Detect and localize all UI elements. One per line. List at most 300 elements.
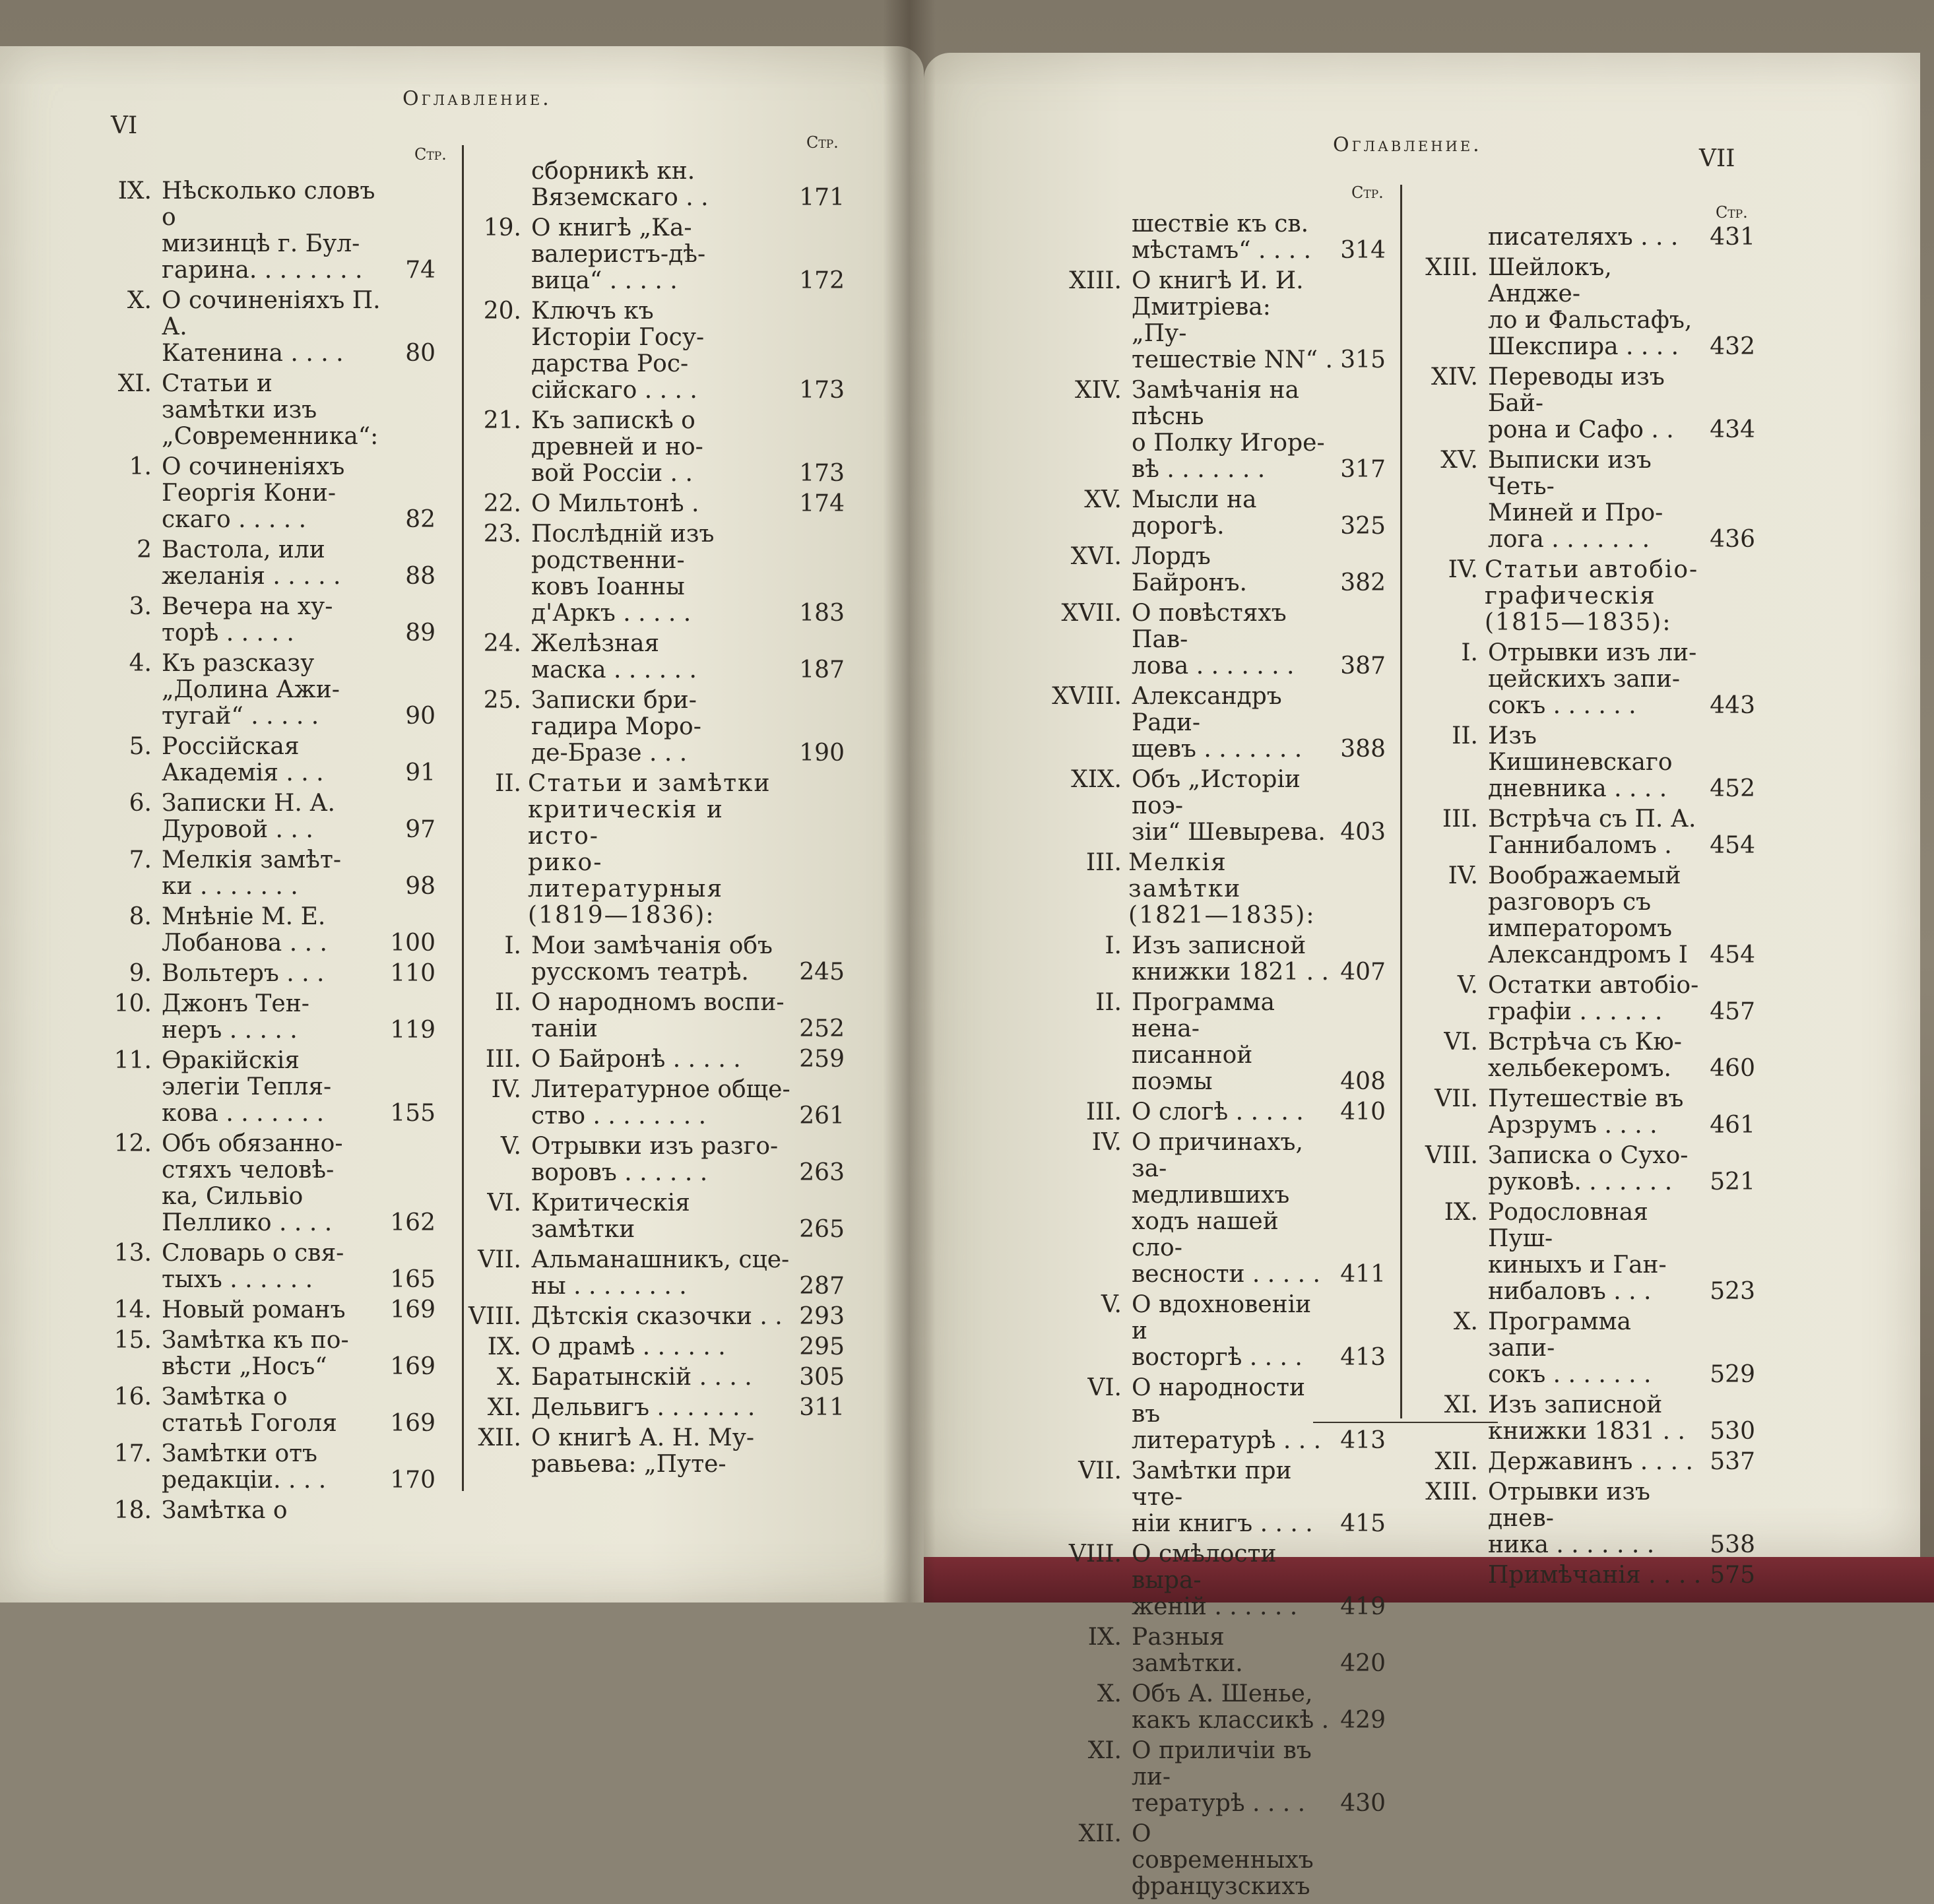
toc-entry-page: 305: [799, 1364, 845, 1391]
toc-entry-title: Выписки изъ Четь- Миней и Про- лога . . . . . . .: [1488, 447, 1663, 553]
toc-entry-title: О современныхъ французскихъ: [1132, 1820, 1314, 1900]
toc-entry-title: Объ обязанно- стяхъ человѣ- ка, Сильвіо Пеллико . . . .: [162, 1130, 343, 1236]
toc-entry: [1405, 723, 1755, 802]
left-col1: [40, 178, 435, 1528]
left-col2: [449, 158, 845, 1482]
toc-entry: [1016, 600, 1386, 680]
toc-entry-title: Переводы изъ Бай- рона и Сафо . .: [1488, 364, 1674, 443]
toc-entry-page: 245: [799, 959, 845, 986]
toc-entry-page: 521: [1710, 1168, 1755, 1195]
toc-entry: [40, 790, 435, 843]
toc-entry-page: 431: [1710, 224, 1755, 251]
toc-entry-page: 530: [1710, 1418, 1755, 1445]
toc-entry-page: 162: [390, 1209, 435, 1236]
toc-entry: [40, 1327, 435, 1380]
toc-entry-title: Мелкія замѣтки (1821—1835):: [1128, 849, 1316, 929]
toc-entry-page: 91: [405, 759, 435, 786]
toc-entry: [1405, 1479, 1755, 1558]
toc-entry-number: IV.: [1448, 862, 1478, 889]
toc-entry: [1016, 1541, 1386, 1620]
toc-entry-title: Къ разсказу „Долина Ажи- тугай“ . . . . .: [162, 650, 340, 730]
toc-entry: [449, 1425, 845, 1478]
toc-entry-number: X.: [1097, 1680, 1122, 1707]
toc-entry: [1405, 1392, 1755, 1445]
toc-entry-number: XII.: [1434, 1448, 1478, 1475]
toc-entry-title: Вольтеръ . . .: [162, 960, 325, 987]
toc-entry-title: Альманашникъ, сце- ны . . . . . . . .: [531, 1246, 790, 1300]
toc-entry-title: Ѳракійскія элегіи Тепля- кова . . . . . . .: [162, 1047, 332, 1127]
toc-entry-number: III.: [1085, 849, 1122, 876]
toc-entry-title: Россійская Академія . . .: [162, 733, 324, 786]
toc-entry: [40, 904, 435, 957]
toc-entry-page: 387: [1340, 652, 1386, 680]
toc-entry-page: 171: [799, 184, 845, 211]
toc-entry: [1016, 850, 1386, 929]
toc-entry: [1405, 1562, 1755, 1589]
toc-entry-number: X.: [127, 287, 152, 314]
toc-entry-page: 80: [405, 340, 435, 367]
toc-entry: [449, 1190, 845, 1243]
toc-entry-title: Изъ записной книжки 1831 . .: [1488, 1391, 1685, 1445]
toc-entry: [40, 1498, 435, 1524]
toc-entry: [1016, 990, 1386, 1095]
toc-entry-page: 265: [799, 1216, 845, 1243]
toc-entry-title: Баратынскій . . . .: [531, 1364, 752, 1391]
toc-entry-page: 82: [405, 506, 435, 533]
toc-entry: [1405, 863, 1755, 968]
toc-entry-page: 537: [1710, 1448, 1755, 1475]
toc-entry-number: XI.: [1444, 1391, 1478, 1418]
toc-entry: [1016, 1458, 1386, 1537]
toc-entry-page: 295: [799, 1333, 845, 1360]
toc-entry: [1016, 1099, 1386, 1126]
right-running-head: Оглавление.: [1333, 133, 1482, 156]
toc-entry-number: XVI.: [1070, 543, 1122, 570]
toc-entry-number: XV.: [1440, 447, 1478, 474]
toc-entry-number: 20.: [483, 298, 521, 325]
toc-entry-number: 13.: [113, 1240, 152, 1267]
toc-entry-page: 436: [1710, 526, 1755, 553]
toc-entry: [1405, 224, 1755, 251]
toc-entry-number: 15.: [113, 1327, 152, 1354]
toc-entry-number: 4.: [129, 650, 152, 677]
toc-entry-page: 155: [390, 1100, 435, 1127]
toc-entry: [1016, 211, 1386, 264]
toc-entry-title: О причинахъ, за- медлившихъ ходъ нашей сло- весности . . . . .: [1132, 1129, 1320, 1288]
toc-entry: [449, 1395, 845, 1421]
toc-entry-title: Записки Н. А. Дуровой . . .: [162, 790, 335, 843]
toc-entry-page: 407: [1340, 959, 1386, 986]
toc-entry-number: X.: [496, 1364, 521, 1391]
toc-entry-title: О приличіи въ ли- тературѣ . . . .: [1132, 1737, 1312, 1817]
toc-entry: [1016, 1821, 1386, 1900]
toc-entry-title: Дѣтскія сказочки . .: [531, 1303, 783, 1330]
toc-entry-number: VII.: [1078, 1457, 1122, 1484]
toc-entry-page: 314: [1340, 237, 1386, 264]
toc-entry: [449, 408, 845, 487]
toc-entry-number: XIII.: [1425, 1478, 1478, 1506]
toc-entry-number: 11.: [113, 1047, 152, 1074]
toc-entry: [40, 991, 435, 1044]
toc-entry: [449, 933, 845, 986]
toc-entry: [449, 990, 845, 1042]
toc-entry: [449, 771, 845, 929]
toc-entry-title: Объ „Исторіи поэ- зіи“ Шевырева.: [1132, 766, 1326, 846]
toc-entry: [449, 687, 845, 767]
toc-entry-title: Желѣзная маска . . . . . .: [531, 630, 697, 683]
toc-entry-title: Александръ Ради- щевъ . . . . . . .: [1132, 683, 1303, 763]
toc-entry-title: О драмѣ . . . . . .: [531, 1333, 726, 1360]
toc-entry-page: 110: [390, 960, 435, 987]
toc-entry: [449, 491, 845, 517]
toc-entry-title: О книгѣ И. И. Дмитріева: „Пу- тешествіе NN“ .: [1132, 267, 1333, 373]
toc-entry-page: 259: [799, 1046, 845, 1073]
toc-entry-page: 88: [405, 563, 435, 590]
toc-entry: [40, 847, 435, 900]
toc-entry-number: 24.: [483, 630, 521, 657]
toc-entry-title: Лордъ Байронъ.: [1132, 543, 1247, 596]
toc-entry-page: 190: [799, 740, 845, 767]
toc-entry-number: II.: [1095, 989, 1122, 1016]
toc-entry-page: 315: [1340, 346, 1386, 373]
toc-entry: [449, 1334, 845, 1360]
toc-entry-page: 165: [390, 1266, 435, 1293]
toc-entry-title: Объ А. Шенье, какъ классикѣ .: [1132, 1680, 1330, 1734]
toc-entry: [40, 454, 435, 533]
right-page: [924, 53, 1920, 1900]
toc-entry: [1016, 1681, 1386, 1734]
toc-entry-number: I.: [1105, 932, 1122, 959]
toc-entry-number: III.: [1085, 1098, 1122, 1126]
toc-entry: [1016, 1292, 1386, 1371]
toc-entry-page: 461: [1710, 1112, 1755, 1139]
toc-entry: [449, 298, 845, 404]
toc-entry-title: Замѣчанія на пѣснь о Полку Игоре- вѣ . . . . . . .: [1132, 377, 1325, 483]
toc-entry: [449, 1077, 845, 1129]
toc-entry-title: О смѣлости выра- женій . . . . . .: [1132, 1540, 1298, 1620]
toc-entry-page: 325: [1340, 513, 1386, 540]
toc-entry-number: 21.: [483, 407, 521, 434]
toc-entry-title: Воображаемый разговоръ съ императоромъ Александромъ I: [1488, 862, 1689, 968]
toc-entry-number: XII.: [1078, 1820, 1122, 1847]
toc-entry-page: 263: [799, 1159, 845, 1186]
toc-entry-title: Разныя замѣтки.: [1132, 1624, 1243, 1677]
toc-entry-page: 408: [1340, 1068, 1386, 1095]
toc-entry-number: 1.: [129, 453, 152, 480]
toc-entry-title: Отрывки изъ ли- цейскихъ запи- сокъ . . . . . .: [1488, 639, 1697, 719]
toc-entry-title: Литературное обще- ство . . . . . . . .: [531, 1076, 790, 1129]
toc-entry: [1016, 767, 1386, 846]
toc-entry-title: Записки бри- гадира Моро- де-Бразе . . .: [531, 687, 701, 767]
toc-entry: [1405, 447, 1755, 553]
toc-entry: [449, 1304, 845, 1330]
left-col2-page-label: Стр.: [806, 133, 839, 152]
toc-entry-number: I.: [1461, 639, 1478, 666]
toc-entry-page: 183: [799, 600, 845, 627]
toc-entry-page: 419: [1340, 1593, 1386, 1620]
toc-entry-title: Вастола, или желанія . . . . .: [162, 536, 341, 590]
toc-entry-title: О повѣстяхъ Пав- лова . . . . . . .: [1132, 600, 1295, 680]
toc-entry-title: Встрѣча съ П. А. Ганнибаломъ .: [1488, 806, 1696, 859]
toc-entry-number: II.: [1452, 722, 1478, 749]
toc-entry: [1016, 1375, 1386, 1454]
toc-entry-number: IX.: [117, 177, 152, 205]
toc-entry-page: 443: [1710, 692, 1755, 719]
toc-entry: [1016, 268, 1386, 373]
toc-entry: [449, 1364, 845, 1391]
right-page-number: VII: [1699, 145, 1735, 172]
toc-entry: [1405, 557, 1755, 636]
toc-entry-title: шествіе къ св. мѣстамъ“ . . . .: [1132, 210, 1312, 264]
toc-entry-title: сборникѣ кн. Вяземскаго . .: [531, 158, 709, 211]
toc-entry: [1016, 1738, 1386, 1817]
toc-entry-number: 19.: [483, 214, 521, 241]
toc-entry-number: VIII.: [1068, 1540, 1122, 1568]
toc-entry: [1405, 1086, 1755, 1139]
toc-entry-title: О книгѣ „Ка- валеристъ-дѣ- вица“ . . . . .: [531, 214, 706, 294]
toc-entry-page: 454: [1710, 832, 1755, 859]
toc-entry-title: Замѣтка о статьѣ Гоголя: [162, 1383, 337, 1437]
toc-entry-number: IV.: [1448, 556, 1478, 583]
toc-entry-number: V.: [500, 1133, 521, 1160]
toc-entry-number: XI.: [487, 1394, 521, 1421]
toc-entry-page: 460: [1710, 1055, 1755, 1082]
toc-entry-page: 74: [405, 257, 435, 284]
left-page-number: VI: [111, 112, 138, 139]
toc-entry-number: 2: [137, 536, 152, 563]
toc-entry-title: О сочиненіяхъ П. А. Катенина . . . .: [162, 287, 381, 367]
toc-entry-page: 174: [799, 490, 845, 517]
toc-entry-number: VIII.: [1425, 1142, 1478, 1169]
toc-entry-page: 432: [1710, 333, 1755, 360]
toc-entry-title: Мелкія замѣт- ки . . . . . . .: [162, 846, 342, 900]
toc-entry-title: Статьи и замѣтки изъ „Современника“:: [162, 370, 379, 450]
toc-entry-title: Критическія замѣтки: [531, 1190, 690, 1243]
toc-entry-number: V.: [1457, 972, 1478, 999]
toc-entry-number: 9.: [129, 960, 152, 987]
toc-entry-page: 97: [405, 816, 435, 843]
toc-entry-page: 119: [390, 1017, 435, 1044]
toc-entry: [1405, 806, 1755, 859]
toc-entry: [1405, 1449, 1755, 1475]
toc-entry-page: 173: [799, 460, 845, 487]
toc-entry: [449, 631, 845, 683]
left-col1-page-label: Стр.: [414, 145, 447, 164]
toc-entry: [40, 178, 435, 284]
toc-entry-number: VI.: [487, 1190, 521, 1217]
toc-entry-page: 575: [1710, 1562, 1755, 1589]
toc-entry-page: 538: [1710, 1531, 1755, 1558]
toc-entry: [40, 961, 435, 987]
toc-entry-title: Статьи и замѣтки критическія и исто- рико-литературныя (1819—1836):: [528, 770, 771, 929]
toc-entry-title: О народности въ литературѣ . . .: [1132, 1374, 1322, 1454]
toc-entry-number: 25.: [483, 687, 521, 714]
toc-entry-number: II.: [495, 989, 521, 1016]
toc-entry-page: 452: [1710, 775, 1755, 802]
toc-entry: [1016, 1129, 1386, 1288]
toc-entry: [40, 651, 435, 730]
toc-entry-title: Путешествіе въ Арзрумъ . . . .: [1488, 1085, 1684, 1139]
toc-entry-number: VII.: [1434, 1085, 1478, 1112]
toc-entry: [449, 215, 845, 294]
toc-entry-number: IV.: [1091, 1129, 1122, 1156]
toc-entry-page: 100: [390, 930, 435, 957]
toc-entry-title: О народномъ воспи- таніи: [531, 989, 785, 1042]
toc-entry-number: XV.: [1084, 486, 1122, 513]
toc-entry: [40, 537, 435, 590]
toc-entry-title: Замѣтки при чте- ніи книгъ . . . .: [1132, 1457, 1313, 1537]
toc-entry-page: 293: [799, 1303, 845, 1330]
toc-entry-title: О слогѣ . . . . .: [1132, 1098, 1304, 1126]
toc-entry-title: Джонъ Тен- неръ . . . . .: [162, 990, 309, 1044]
toc-entry-number: IX.: [487, 1333, 521, 1360]
toc-entry-number: XI.: [1087, 1737, 1122, 1764]
toc-entry-title: Изъ Кишиневскаго дневника . . . .: [1488, 722, 1673, 802]
toc-entry: [40, 1240, 435, 1293]
toc-entry-page: 89: [405, 619, 435, 647]
toc-entry-number: 3.: [129, 593, 152, 620]
toc-entry: [1405, 1309, 1755, 1388]
toc-entry-number: XIII.: [1425, 254, 1478, 281]
toc-entry-page: 311: [799, 1394, 845, 1421]
right-col1-page-label: Стр.: [1351, 183, 1384, 202]
toc-entry-number: 6.: [129, 790, 152, 817]
toc-entry-title: Встрѣча съ Кю- хельбекеромъ.: [1488, 1029, 1682, 1082]
toc-entry-number: IX.: [1444, 1199, 1478, 1226]
toc-entry-page: 523: [1710, 1278, 1755, 1305]
toc-entry-number: 10.: [113, 990, 152, 1017]
toc-entry-title: Къ запискѣ о древней и но- вой Россіи . .: [531, 407, 703, 487]
toc-entry: [40, 1048, 435, 1127]
toc-entry-number: VI.: [1087, 1374, 1122, 1401]
toc-entry-number: 16.: [113, 1383, 152, 1411]
toc-entry: [40, 1297, 435, 1323]
toc-entry: [1405, 1199, 1755, 1305]
toc-entry-title: О Байронѣ . . . . .: [531, 1046, 741, 1073]
toc-entry: [1016, 377, 1386, 483]
toc-entry: [40, 734, 435, 786]
toc-entry-number: 7.: [129, 846, 152, 873]
toc-entry: [40, 1131, 435, 1236]
toc-entry-title: Замѣтка о: [162, 1497, 288, 1524]
toc-entry: [449, 1247, 845, 1300]
toc-entry-page: 172: [799, 267, 845, 294]
toc-entry-title: Мои замѣчанія объ русскомъ театрѣ.: [531, 932, 773, 986]
toc-entry-number: XIV.: [1075, 377, 1122, 404]
toc-entry-page: 187: [799, 656, 845, 683]
toc-entry-title: Шейлокъ, Анджe- ло и Фальстафъ, Шекспира . . . .: [1488, 254, 1692, 360]
toc-entry-page: 90: [405, 703, 435, 730]
right-col1: [1016, 211, 1386, 1904]
toc-entry: [1405, 1029, 1755, 1082]
toc-entry-title: Ключъ къ Исторіи Госу- дарства Рос- сійскаго . . . .: [531, 298, 705, 404]
toc-entry-number: 18.: [113, 1497, 152, 1524]
left-page: [0, 46, 924, 1603]
toc-entry-title: Программа запи- сокъ . . . . . . .: [1488, 1308, 1652, 1388]
toc-entry-page: 413: [1340, 1344, 1386, 1371]
toc-entry-title: Примѣчанія . . . .: [1488, 1562, 1702, 1589]
toc-entry-number: XVIII.: [1052, 683, 1122, 710]
toc-entry-title: Новый романъ: [162, 1296, 346, 1323]
toc-entry: [1405, 255, 1755, 360]
toc-entry-page: 261: [799, 1102, 845, 1129]
toc-entry-title: Послѣдній изъ родственни- ковъ Іоанны д'Аркъ . . . . .: [531, 521, 715, 627]
toc-entry-number: XVII.: [1061, 600, 1122, 627]
toc-entry-number: II.: [495, 770, 521, 797]
toc-entry-number: VII.: [478, 1246, 521, 1273]
toc-entry-title: Родословная Пуш- киныхъ и Ган- нибаловъ . . .: [1488, 1199, 1667, 1305]
toc-entry-page: 169: [390, 1353, 435, 1380]
toc-entry-page: 410: [1340, 1098, 1386, 1126]
toc-entry-title: Замѣтки отъ редакціи. . . .: [162, 1440, 327, 1494]
toc-entry-title: Замѣтка къ по- вѣсти „Носъ“: [162, 1327, 349, 1380]
toc-entry-title: писателяхъ . . .: [1488, 224, 1679, 251]
toc-entry-page: 169: [390, 1410, 435, 1437]
toc-entry-page: 252: [799, 1015, 845, 1042]
toc-entry: [40, 594, 435, 647]
toc-entry-title: Мнѣніе М. Е. Лобанова . . .: [162, 903, 327, 957]
toc-entry-page: 434: [1710, 416, 1755, 443]
toc-entry-page: 415: [1340, 1510, 1386, 1537]
toc-entry-number: V.: [1101, 1291, 1122, 1318]
toc-entry: [40, 371, 435, 450]
toc-entry-number: XIV.: [1431, 364, 1478, 391]
toc-entry-title: О Мильтонѣ .: [531, 490, 699, 517]
toc-entry-number: 12.: [113, 1130, 152, 1157]
toc-entry-title: Статьи автобіо- графическія (1815—1835):: [1485, 556, 1699, 636]
toc-entry-title: Отрывки изъ днев- ника . . . . . . .: [1488, 1478, 1655, 1558]
toc-entry: [1016, 487, 1386, 540]
right-col2-page-label: Стр.: [1716, 203, 1748, 222]
toc-entry-page: 169: [390, 1296, 435, 1323]
toc-entry-number: VIII.: [468, 1303, 521, 1330]
toc-entry: [1405, 640, 1755, 719]
toc-entry-number: 17.: [113, 1440, 152, 1467]
toc-entry-number: XI.: [117, 370, 152, 397]
toc-entry-number: XIX.: [1071, 766, 1122, 793]
toc-entry-page: 388: [1340, 736, 1386, 763]
toc-entry-page: 98: [405, 873, 435, 900]
toc-entry: [449, 1046, 845, 1073]
toc-entry: [1405, 1143, 1755, 1195]
toc-entry: [1405, 972, 1755, 1025]
toc-entry-title: Державинъ . . . .: [1488, 1448, 1693, 1475]
toc-entry-page: 382: [1340, 569, 1386, 596]
toc-entry: [1016, 1624, 1386, 1677]
right-column-rule: [1400, 185, 1402, 1418]
toc-entry-page: 413: [1340, 1427, 1386, 1454]
toc-entry-number: 14.: [113, 1296, 152, 1323]
toc-entry-page: 170: [390, 1467, 435, 1494]
toc-entry: [40, 288, 435, 367]
toc-entry-title: Дельвигъ . . . . . . .: [531, 1394, 756, 1421]
toc-entry: [1016, 683, 1386, 763]
toc-entry-page: 454: [1710, 941, 1755, 968]
toc-entry-title: Мысли на дорогѣ.: [1132, 486, 1257, 540]
toc-entry-number: 8.: [129, 903, 152, 930]
toc-entry: [1016, 933, 1386, 986]
toc-entry-number: III.: [485, 1046, 521, 1073]
toc-entry-number: 22.: [483, 490, 521, 517]
toc-entry-number: 23.: [483, 521, 521, 548]
toc-entry: [40, 1441, 435, 1494]
toc-entry-title: Программа нена- писанной поэмы: [1132, 989, 1275, 1095]
toc-entry-title: Остатки автобіо- графіи . . . . . .: [1488, 972, 1699, 1025]
toc-entry-page: 529: [1710, 1361, 1755, 1388]
toc-entry-page: 403: [1340, 819, 1386, 846]
toc-entry-page: 317: [1340, 456, 1386, 483]
toc-entry-number: VI.: [1444, 1029, 1478, 1056]
